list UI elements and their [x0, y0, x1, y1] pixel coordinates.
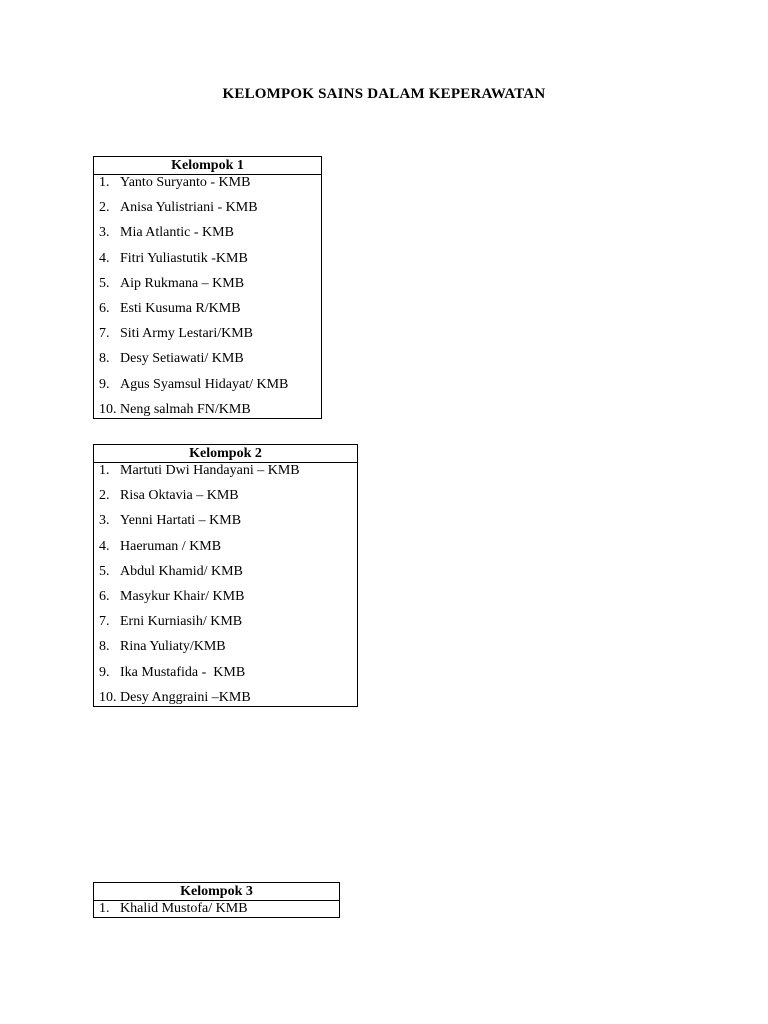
list-item: [94, 589, 357, 614]
member-name: Desy Anggraini –KMB: [120, 689, 251, 705]
member-name: Esti Kusuma R/KMB: [120, 300, 241, 316]
member-name: Yenni Hartati – KMB: [120, 513, 242, 529]
member-name: Masykur Khair/ KMB: [120, 588, 245, 604]
list-item: [94, 488, 357, 513]
member-name: Mia Atlantic - KMB: [120, 225, 234, 241]
item-number: 7.: [99, 614, 110, 630]
list-item: [94, 402, 321, 418]
group-table-2: [93, 444, 358, 707]
item-number: 4.: [99, 538, 110, 554]
item-number: 5.: [99, 563, 110, 579]
item-number: 3.: [99, 225, 110, 241]
list-item: [94, 175, 321, 200]
list-item: [94, 690, 357, 706]
member-list: [94, 901, 339, 917]
member-name: Anisa Yulistriani - KMB: [120, 200, 258, 216]
member-list: [94, 175, 321, 418]
list-item: [94, 539, 357, 564]
item-number: 10.: [99, 401, 117, 417]
member-name: Agus Syamsul Hidayat/ KMB: [120, 376, 289, 392]
item-number: 4.: [99, 250, 110, 266]
member-name: Aip Rukmana – KMB: [120, 275, 245, 291]
list-item: [94, 463, 357, 488]
group-header: Kelompok 3: [94, 883, 339, 901]
list-item: [94, 251, 321, 276]
item-number: 8.: [99, 351, 110, 367]
group-header: Kelompok 2: [94, 445, 357, 463]
group-table-3: [93, 882, 340, 918]
item-number: 5.: [99, 275, 110, 291]
member-name: Neng salmah FN/KMB: [120, 401, 251, 417]
item-number: 6.: [99, 300, 110, 316]
item-number: 10.: [99, 689, 117, 705]
member-name: Khalid Mustofa/ KMB: [120, 901, 248, 916]
list-item: [94, 513, 357, 538]
member-name: Rina Yuliaty/KMB: [120, 639, 226, 655]
item-number: 2.: [99, 200, 110, 216]
member-name: Haeruman / KMB: [120, 538, 222, 554]
group-table-1: [93, 156, 322, 419]
member-name: Siti Army Lestari/KMB: [120, 326, 253, 342]
list-item: [94, 351, 321, 376]
member-name: Desy Setiawati/ KMB: [120, 351, 244, 367]
item-number: 1.: [99, 175, 110, 190]
document-title: KELOMPOK SAINS DALAM KEPERAWATAN: [222, 86, 546, 102]
item-number: 3.: [99, 513, 110, 529]
list-item: [94, 639, 357, 664]
list-item: [94, 301, 321, 326]
item-number: 8.: [99, 639, 110, 655]
member-name: Ika Mustafida - KMB: [120, 664, 246, 680]
member-name: Martuti Dwi Handayani – KMB: [120, 463, 300, 478]
item-number: 9.: [99, 376, 110, 392]
member-name: Risa Oktavia – KMB: [120, 488, 239, 504]
member-name: Erni Kurniasih/ KMB: [120, 614, 243, 630]
list-item: [94, 326, 321, 351]
item-number: 9.: [99, 664, 110, 680]
item-number: 2.: [99, 488, 110, 504]
item-number: 1.: [99, 463, 110, 478]
list-item: [94, 614, 357, 639]
group-header: Kelompok 1: [94, 157, 321, 175]
list-item: [94, 564, 357, 589]
list-item: [94, 276, 321, 301]
item-number: 1.: [99, 901, 110, 916]
member-name: Fitri Yuliastutik -KMB: [120, 250, 248, 266]
member-name: Abdul Khamid/ KMB: [120, 563, 243, 579]
list-item: [94, 665, 357, 690]
item-number: 7.: [99, 326, 110, 342]
list-item: [94, 200, 321, 225]
list-item: [94, 377, 321, 402]
list-item: [94, 901, 339, 917]
member-name: Yanto Suryanto - KMB: [120, 175, 251, 190]
item-number: 6.: [99, 588, 110, 604]
list-item: [94, 225, 321, 250]
member-list: [94, 463, 357, 706]
